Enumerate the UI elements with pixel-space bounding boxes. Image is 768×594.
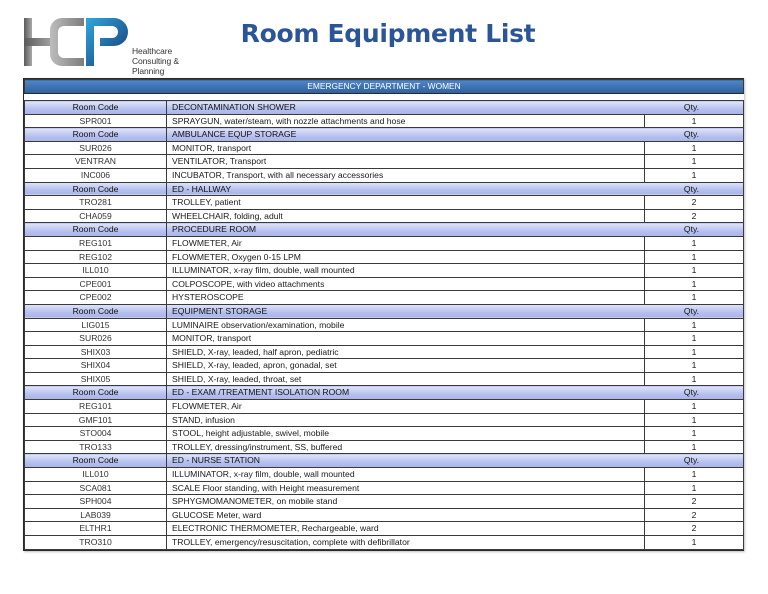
room-name: AMBULANCE EQUP STORAGE — [167, 128, 645, 142]
table-row — [25, 359, 744, 373]
equipment-qty: 1 — [645, 400, 744, 414]
equipment-description: ELECTRONIC THERMOMETER, Rechargeable, ward — [167, 522, 645, 536]
equipment-code: SHIX05 — [25, 372, 167, 386]
equipment-code: CPE001 — [25, 277, 167, 291]
table-row — [25, 168, 744, 182]
equipment-description: VENTILATOR, Transport — [167, 155, 645, 169]
equipment-code: ELTHR1 — [25, 522, 167, 536]
table-row — [25, 522, 744, 536]
equipment-qty: 2 — [645, 196, 744, 210]
room-name: EQUIPMENT STORAGE — [167, 304, 645, 318]
room-section-header — [25, 128, 744, 142]
equipment-description: MONITOR, transport — [167, 332, 645, 346]
table-row — [25, 155, 744, 169]
table-row — [25, 318, 744, 332]
room-section-header — [25, 101, 744, 115]
table-row — [25, 264, 744, 278]
room-code-column-header: Room Code — [25, 182, 167, 196]
equipment-description: STAND, infusion — [167, 413, 645, 427]
equipment-code: SUR026 — [25, 141, 167, 155]
room-section-header — [25, 182, 744, 196]
table-row — [25, 495, 744, 509]
table-row — [25, 400, 744, 414]
equipment-code: REG102 — [25, 250, 167, 264]
room-section-header — [25, 304, 744, 318]
department-title: EMERGENCY DEPARTMENT - WOMEN — [25, 80, 744, 94]
equipment-qty: 1 — [645, 481, 744, 495]
equipment-description: TROLLEY, emergency/resuscitation, complete with defibrillator — [167, 536, 645, 550]
equipment-qty: 2 — [645, 508, 744, 522]
logo-line-2: Consulting & Planning — [132, 56, 179, 76]
room-code-column-header: Room Code — [25, 386, 167, 400]
table-row — [25, 250, 744, 264]
table-row — [25, 508, 744, 522]
equipment-description: FLOWMETER, Air — [167, 236, 645, 250]
equipment-code: LIG015 — [25, 318, 167, 332]
room-code-column-header: Room Code — [25, 223, 167, 237]
table-row — [25, 372, 744, 386]
equipment-description: MONITOR, transport — [167, 141, 645, 155]
equipment-code: CHA059 — [25, 209, 167, 223]
equipment-table — [24, 79, 744, 550]
spacer-row — [25, 94, 744, 101]
table-row — [25, 114, 744, 128]
equipment-code: TRO310 — [25, 536, 167, 550]
equipment-code: SCA081 — [25, 481, 167, 495]
room-code-column-header: Room Code — [25, 128, 167, 142]
qty-column-header: Qty. — [645, 304, 744, 318]
table-row — [25, 291, 744, 305]
room-section-header — [25, 223, 744, 237]
room-section-header — [25, 386, 744, 400]
equipment-description: STOOL, height adjustable, swivel, mobile — [167, 427, 645, 441]
qty-column-header: Qty. — [645, 182, 744, 196]
equipment-qty: 1 — [645, 345, 744, 359]
room-code-column-header: Room Code — [25, 304, 167, 318]
equipment-qty: 1 — [645, 318, 744, 332]
equipment-code: LAB039 — [25, 508, 167, 522]
equipment-code: SHIX03 — [25, 345, 167, 359]
room-name: PROCEDURE ROOM — [167, 223, 645, 237]
equipment-code: GMF101 — [25, 413, 167, 427]
room-code-column-header: Room Code — [25, 101, 167, 115]
table-row — [25, 440, 744, 454]
equipment-qty: 1 — [645, 332, 744, 346]
table-row — [25, 536, 744, 550]
equipment-description: HYSTEROSCOPE — [167, 291, 645, 305]
equipment-qty: 1 — [645, 413, 744, 427]
equipment-qty: 1 — [645, 141, 744, 155]
equipment-qty: 1 — [645, 277, 744, 291]
logo-tagline — [132, 46, 202, 76]
table-row — [25, 413, 744, 427]
equipment-description: SPRAYGUN, water/steam, with nozzle attachments and hose — [167, 114, 645, 128]
table-row — [25, 345, 744, 359]
equipment-qty: 1 — [645, 468, 744, 482]
room-name: DECONTAMINATION SHOWER — [167, 101, 645, 115]
table-row — [25, 141, 744, 155]
qty-column-header: Qty. — [645, 386, 744, 400]
equipment-qty: 1 — [645, 264, 744, 278]
equipment-code: TRO281 — [25, 196, 167, 210]
equipment-table-container — [23, 78, 744, 551]
equipment-qty: 1 — [645, 440, 744, 454]
equipment-qty: 1 — [645, 155, 744, 169]
table-row — [25, 196, 744, 210]
equipment-code: ILL010 — [25, 468, 167, 482]
table-row — [25, 468, 744, 482]
equipment-code: SUR026 — [25, 332, 167, 346]
equipment-description: TROLLEY, patient — [167, 196, 645, 210]
equipment-description: SHIELD, X-ray, leaded, half apron, pediatric — [167, 345, 645, 359]
equipment-qty: 1 — [645, 236, 744, 250]
room-name: ED - HALLWAY — [167, 182, 645, 196]
equipment-code: VENTRAN — [25, 155, 167, 169]
logo-line-1: Healthcare — [132, 46, 173, 56]
department-header-row — [25, 80, 744, 94]
table-row — [25, 427, 744, 441]
equipment-qty: 1 — [645, 250, 744, 264]
equipment-code: SPR001 — [25, 114, 167, 128]
page-title: Room Equipment List — [240, 19, 536, 48]
equipment-qty: 1 — [645, 291, 744, 305]
equipment-code: SPH004 — [25, 495, 167, 509]
equipment-code: STO004 — [25, 427, 167, 441]
qty-column-header: Qty. — [645, 223, 744, 237]
room-name: ED - NURSE STATION — [167, 454, 645, 468]
equipment-description: LUMINAIRE observation/examination, mobile — [167, 318, 645, 332]
qty-column-header: Qty. — [645, 128, 744, 142]
equipment-code: REG101 — [25, 236, 167, 250]
equipment-description: COLPOSCOPE, with video attachments — [167, 277, 645, 291]
equipment-description: GLUCOSE Meter, ward — [167, 508, 645, 522]
table-row — [25, 209, 744, 223]
equipment-description: FLOWMETER, Oxygen 0-15 LPM — [167, 250, 645, 264]
equipment-description: SCALE Floor standing, with Height measurement — [167, 481, 645, 495]
equipment-qty: 1 — [645, 114, 744, 128]
equipment-qty: 1 — [645, 359, 744, 373]
room-section-header — [25, 454, 744, 468]
table-row — [25, 332, 744, 346]
room-code-column-header: Room Code — [25, 454, 167, 468]
table-row — [25, 236, 744, 250]
equipment-qty: 1 — [645, 168, 744, 182]
equipment-code: INC006 — [25, 168, 167, 182]
equipment-description: SPHYGMOMANOMETER, on mobile stand — [167, 495, 645, 509]
equipment-qty: 1 — [645, 372, 744, 386]
equipment-description: TROLLEY, dressing/instrument, SS, buffered — [167, 440, 645, 454]
equipment-description: SHIELD, X-ray, leaded, apron, gonadal, set — [167, 359, 645, 373]
equipment-qty: 2 — [645, 209, 744, 223]
table-row — [25, 481, 744, 495]
qty-column-header: Qty. — [645, 454, 744, 468]
equipment-qty: 2 — [645, 522, 744, 536]
equipment-qty: 1 — [645, 427, 744, 441]
equipment-code: REG101 — [25, 400, 167, 414]
equipment-description: FLOWMETER, Air — [167, 400, 645, 414]
room-name: ED - EXAM /TREATMENT ISOLATION ROOM — [167, 386, 645, 400]
equipment-qty: 2 — [645, 495, 744, 509]
table-row — [25, 277, 744, 291]
equipment-description: ILLUMINATOR, x-ray film, double, wall mounted — [167, 264, 645, 278]
equipment-description: ILLUMINATOR, x-ray film, double, wall mounted — [167, 468, 645, 482]
equipment-description: SHIELD, X-ray, leaded, throat, set — [167, 372, 645, 386]
equipment-description: INCUBATOR, Transport, with all necessary accessories — [167, 168, 645, 182]
qty-column-header: Qty. — [645, 101, 744, 115]
equipment-code: CPE002 — [25, 291, 167, 305]
equipment-code: SHIX04 — [25, 359, 167, 373]
equipment-qty: 1 — [645, 536, 744, 550]
equipment-description: WHEELCHAIR, folding, adult — [167, 209, 645, 223]
equipment-code: ILL010 — [25, 264, 167, 278]
equipment-code: TRO133 — [25, 440, 167, 454]
